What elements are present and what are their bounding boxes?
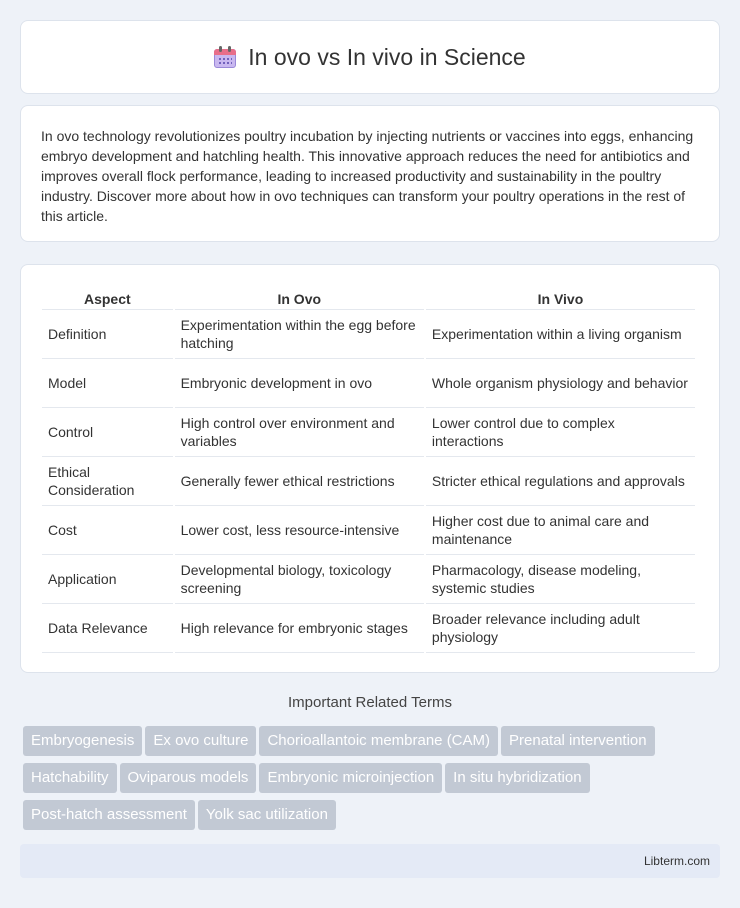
table-cell: Application [42, 555, 173, 604]
table-cell: Control [42, 408, 173, 457]
table-cell: Broader relevance including adult physiology [426, 604, 695, 653]
table-row [42, 408, 695, 457]
footer-brand-link[interactable]: Libterm.com [643, 854, 710, 868]
related-terms-heading: Important Related Terms [288, 694, 452, 711]
calendar-icon [214, 46, 236, 68]
table-cell: Experimentation within a living organism [426, 310, 695, 359]
related-term-tag[interactable]: Yolk sac utilization [198, 800, 336, 830]
table-row [42, 359, 695, 408]
related-term-tag[interactable]: Hatchability [23, 763, 117, 793]
table-cell: Generally fewer ethical restrictions [175, 457, 424, 506]
table-row [42, 604, 695, 653]
column-header: In Ovo [175, 285, 424, 310]
intro-text: In ovo technology revolutionizes poultry incubation by injecting nutrients or vaccines into eggs, enhancing embryo development and hatchling health. This innovative approach reduces the need for antibiotics and improves overall flock performance, leading to increased productivity and sustainability in the poultry industry. Discover more about how in ovo techniques can transform your poultry operations in the rest of this article. [41, 128, 694, 224]
related-term-tag[interactable]: Chorioallantoic membrane (CAM) [259, 726, 498, 756]
table-cell: Higher cost due to animal care and maintenance [426, 506, 695, 555]
column-header: Aspect [42, 285, 173, 310]
table-row [42, 555, 695, 604]
table-cell: Stricter ethical regulations and approvals [426, 457, 695, 506]
footer [20, 844, 720, 878]
table-header-row [42, 285, 695, 310]
related-terms-list [23, 726, 723, 837]
table-cell: Cost [42, 506, 173, 555]
table-row [42, 310, 695, 359]
table-row [42, 457, 695, 506]
table-cell: Whole organism physiology and behavior [426, 359, 695, 408]
table-cell: Lower cost, less resource-intensive [175, 506, 424, 555]
intro-card [20, 105, 720, 242]
table-cell: Data Relevance [42, 604, 173, 653]
related-term-tag[interactable]: Oviparous models [120, 763, 257, 793]
related-term-tag[interactable]: Prenatal intervention [501, 726, 655, 756]
comparison-table [40, 285, 697, 653]
table-row [42, 506, 695, 555]
table-cell: Pharmacology, disease modeling, systemic studies [426, 555, 695, 604]
table-cell: Definition [42, 310, 173, 359]
table-cell: Embryonic development in ovo [175, 359, 424, 408]
table-cell: Experimentation within the egg before hatching [175, 310, 424, 359]
comparison-card [20, 264, 720, 673]
table-cell: Ethical Consideration [42, 457, 173, 506]
table-cell: High control over environment and variables [175, 408, 424, 457]
table-cell: High relevance for embryonic stages [175, 604, 424, 653]
column-header: In Vivo [426, 285, 695, 310]
related-term-tag[interactable]: Embryonic microinjection [259, 763, 442, 793]
page-title: In ovo vs In vivo in Science [248, 43, 526, 70]
related-term-tag[interactable]: Ex ovo culture [145, 726, 256, 756]
table-cell: Lower control due to complex interactions [426, 408, 695, 457]
table-cell: Developmental biology, toxicology screening [175, 555, 424, 604]
related-term-tag[interactable]: Post-hatch assessment [23, 800, 195, 830]
table-cell: Model [42, 359, 173, 408]
related-term-tag[interactable]: Embryogenesis [23, 726, 142, 756]
related-term-tag[interactable]: In situ hybridization [445, 763, 589, 793]
title-card [20, 20, 720, 94]
